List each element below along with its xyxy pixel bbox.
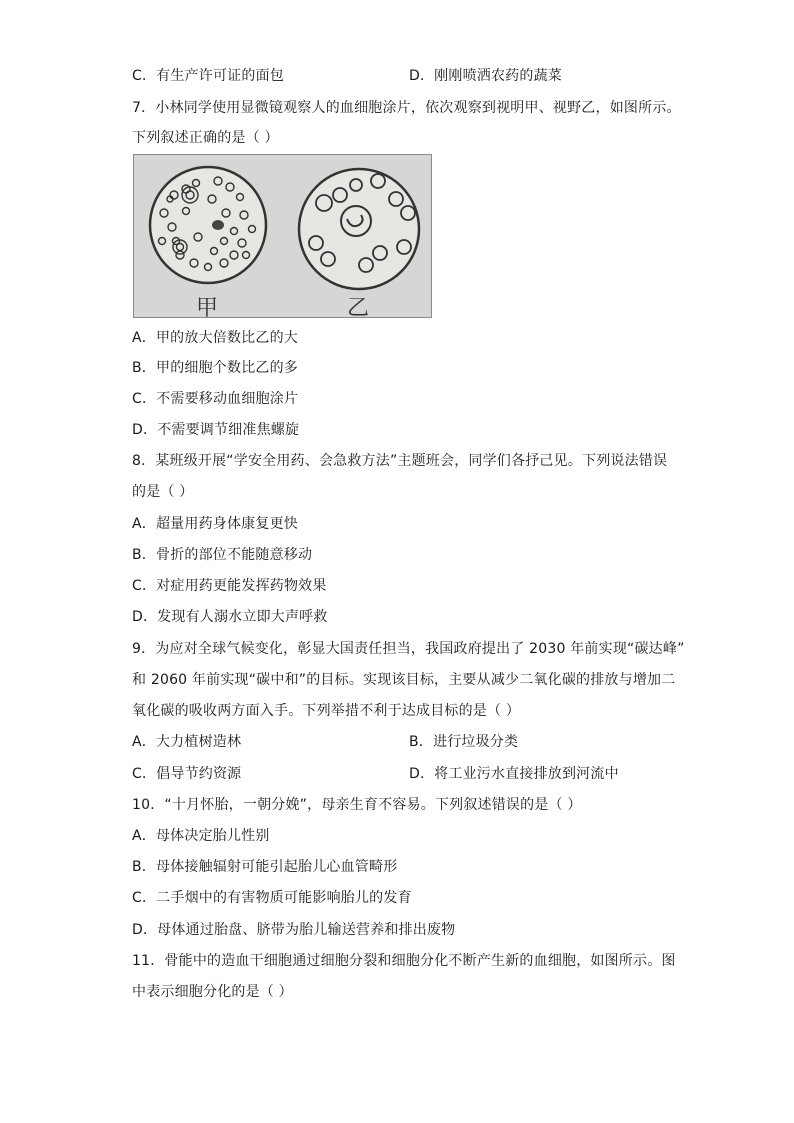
- q9-stem-line3: 氧化碳的吸收两方面入手。下列举措不利于达成目标的是（ ）: [132, 703, 521, 719]
- q7-option-b: B．甲的细胞个数比乙的多: [132, 360, 299, 376]
- microscope-views-image: [134, 155, 431, 317]
- q8-option-a: A．超量用药身体康复更快: [132, 516, 298, 532]
- q8-stem-line2: 的是（ ）: [132, 484, 194, 500]
- figure-label-yi: 乙: [347, 296, 370, 321]
- q7-option-a: A．甲的放大倍数比乙的大: [132, 330, 298, 346]
- q9-option-d: D．将工业污水直接排放到河流中: [409, 766, 619, 782]
- q9-option-b: B．进行垃圾分类: [409, 734, 519, 750]
- q7-stem-line2: 下列叙述正确的是（ ）: [132, 130, 279, 146]
- microscope-figure: [133, 154, 432, 321]
- q7-option-c: C．不需要移动血细胞涂片: [132, 391, 299, 407]
- q7-stem-line1: 7．小林同学使用显微镜观察人的血细胞涂片，依次观察到视明甲、视野乙，如图所示。: [132, 100, 681, 116]
- q10-option-a: A．母体决定胎儿性别: [132, 828, 270, 844]
- q10-option-d: D．母体通过胎盘、脐带为胎儿输送营养和排出废物: [132, 922, 456, 938]
- figure-label-jia: 甲: [196, 296, 219, 321]
- q10-option-b: B．母体接触辐射可能引起胎儿心血管畸形: [132, 859, 398, 875]
- q6-option-d: D．刚刚喷洒农药的蔬菜: [409, 68, 562, 84]
- q11-stem-line2: 中表示细胞分化的是（ ）: [132, 984, 293, 1000]
- q6-option-c: C．有生产许可证的面包: [132, 68, 284, 84]
- q8-option-c: C．对症用药更能发挥药物效果: [132, 578, 327, 594]
- q9-stem-line2: 和 2060 年前实现“碳中和”的目标。实现该目标，主要从减少二氧化碳的排放与增加二: [132, 672, 676, 688]
- q8-option-b: B．骨折的部位不能随意移动: [132, 547, 313, 563]
- q7-option-d: D．不需要调节细准焦螺旋: [132, 422, 300, 438]
- q10-stem-line1: 10．“十月怀胎，一朝分娩”，母亲生育不容易。下列叙述错误的是（ ）: [132, 797, 582, 813]
- q8-stem-line1: 8．某班级开展“学安全用药、会急救方法”主题班会，同学们各抒己见。下列说法错误: [132, 453, 668, 469]
- q10-option-c: C．二手烟中的有害物质可能影响胎儿的发育: [132, 890, 412, 906]
- q9-option-c: C．倡导节约资源: [132, 766, 242, 782]
- q9-option-a: A．大力植树造林: [132, 734, 242, 750]
- q11-stem-line1: 11．骨能中的造血干细胞通过细胞分裂和细胞分化不断产生新的血细胞，如图所示。图: [132, 953, 676, 969]
- q9-stem-line1: 9．为应对全球气候变化，彰显大国责任担当，我国政府提出了 2030 年前实现“碳达峰”: [132, 641, 685, 657]
- q8-option-d: D．发现有人溺水立即大声呼救: [132, 609, 328, 625]
